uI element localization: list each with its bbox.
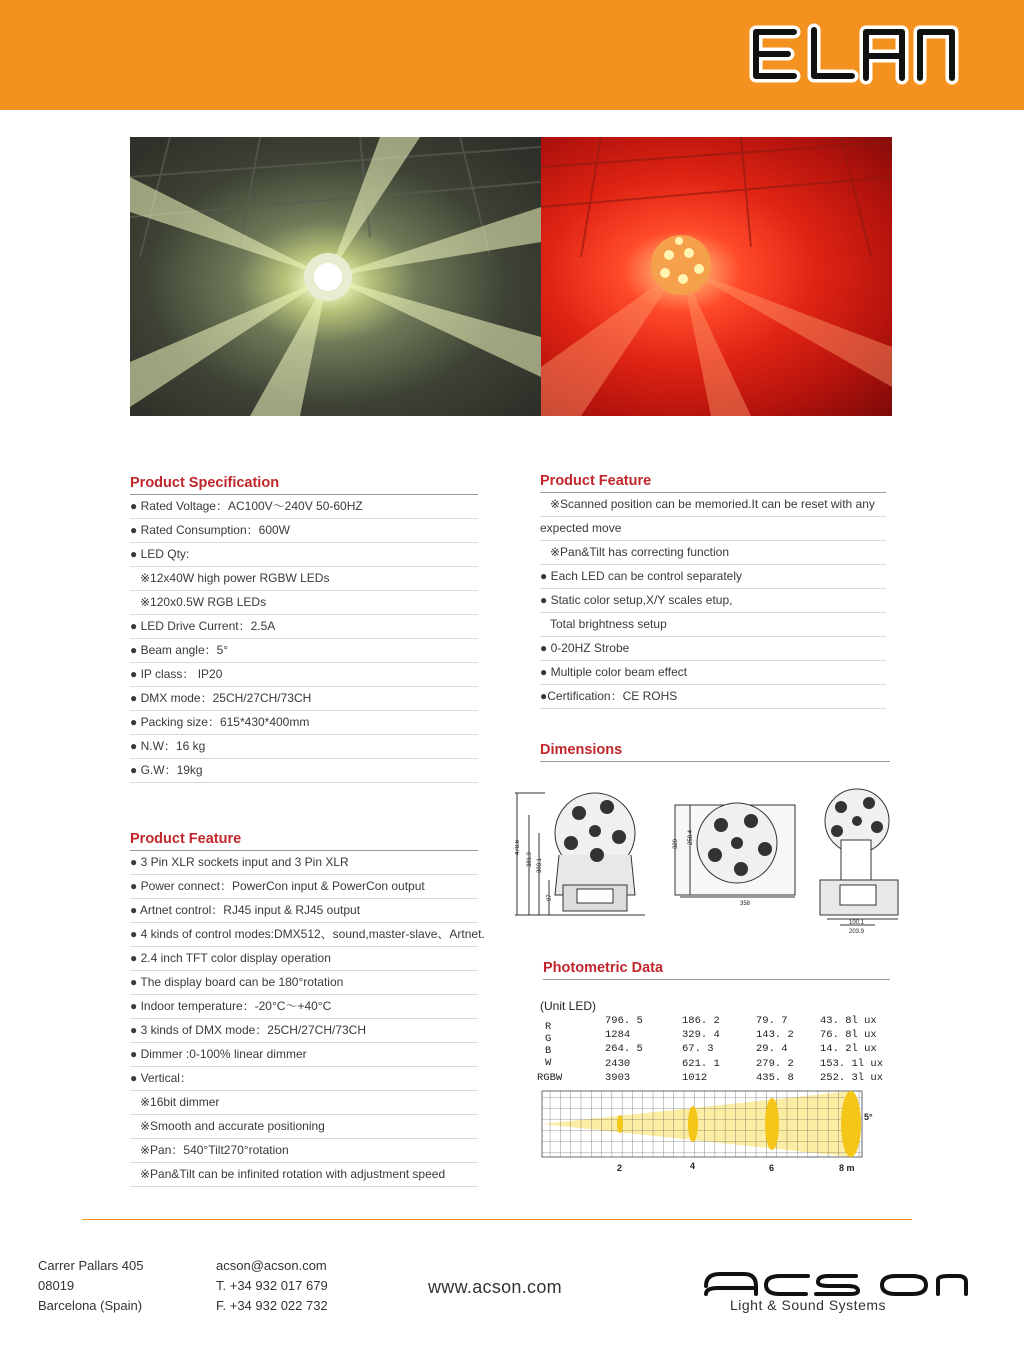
feature-left-title: Product Feature — [130, 831, 478, 851]
contact-phone: T. +34 932 017 679 — [216, 1278, 328, 1293]
spec-row: ● DMX mode：25CH/27CH/73CH — [130, 687, 478, 711]
feature-right-title: Product Feature — [540, 473, 886, 493]
photometric-row-label: G — [545, 1033, 552, 1045]
feature-right-list — [540, 493, 886, 709]
address-street: Carrer Pallars 405 — [38, 1258, 144, 1273]
feature-row: ● Each LED can be control separately — [540, 565, 886, 589]
feature-row: ※Smooth and accurate positioning — [130, 1115, 478, 1139]
photometric-unit: (Unit LED) — [540, 999, 597, 1013]
dimensions-title: Dimensions — [540, 742, 890, 762]
dim-label: 303.1 — [537, 857, 543, 873]
contact-fax: F. +34 932 022 732 — [216, 1298, 328, 1313]
feature-left-list — [130, 851, 485, 1187]
photometric-cell: 796. 5 — [605, 1015, 643, 1027]
footer-divider — [82, 1219, 912, 1220]
photometric-cell: 14. 2l ux — [820, 1043, 877, 1055]
photometric-cell: 67. 3 — [682, 1043, 714, 1055]
dim-label: 478.6 — [515, 839, 521, 855]
photometric-cell: 1012 — [682, 1072, 708, 1084]
footer-address — [38, 1256, 144, 1316]
header-bar — [0, 0, 1024, 110]
photometric-beam-diagram — [540, 1087, 885, 1175]
feature-row: ● 0-20HZ Strobe — [540, 637, 886, 661]
specification-title: Product Specification — [130, 475, 478, 495]
spec-row: ● N.W：16 kg — [130, 735, 478, 759]
spec-row: ● LED Qty: — [130, 543, 478, 567]
dim-label: 100.1 — [849, 920, 865, 926]
product-photo-red-beams — [541, 137, 892, 416]
feature-row: ● Vertical： — [130, 1067, 478, 1091]
feature-row: ● Multiple color beam effect — [540, 661, 886, 685]
spec-row: ● Rated Voltage：AC100V～240V 50-60HZ — [130, 495, 478, 519]
dim-label: 203.9 — [849, 929, 865, 935]
spec-row: ● G.W：19kg — [130, 759, 478, 783]
photometric-cell: 435. 8 — [756, 1072, 794, 1084]
beam-angle-label: 5° — [864, 1112, 873, 1122]
feature-row: ● 4 kinds of control modes:DMX512、sound,master-slave、Artnet. — [130, 923, 478, 947]
distance-label: 6 — [769, 1163, 775, 1173]
dim-label: 320 — [673, 838, 679, 849]
footer-contact — [216, 1256, 328, 1316]
feature-row: ● 3 kinds of DMX mode：25CH/27CH/73CH — [130, 1019, 478, 1043]
photometric-cell: 186. 2 — [682, 1015, 720, 1027]
photometric-cell: 153. 1l ux — [820, 1058, 884, 1070]
photometric-cell: 329. 4 — [682, 1029, 720, 1041]
photometric-cell: 279. 2 — [756, 1058, 794, 1070]
feature-row: Total brightness setup — [540, 613, 886, 637]
photometric-row-label: R — [545, 1021, 552, 1033]
photometric-cell: 621. 1 — [682, 1058, 720, 1070]
photometric-cell: 43. 8l ux — [820, 1015, 877, 1027]
feature-row: ※Pan：540°Tilt270°rotation — [130, 1139, 478, 1163]
photometric-table — [537, 1013, 890, 1084]
feature-row: ● 2.4 inch TFT color display operation — [130, 947, 478, 971]
feature-row: ● Indoor temperature：-20°C～+40°C — [130, 995, 478, 1019]
feature-row: ● Static color setup,X/Y scales etup, — [540, 589, 886, 613]
feature-row: ※16bit dimmer — [130, 1091, 478, 1115]
feature-row: ※Scanned position can be memoried.It can be reset with any — [540, 493, 886, 517]
dimensions-header — [540, 742, 890, 762]
product-feature-right-section — [540, 473, 886, 709]
photometric-row-label: W — [545, 1057, 552, 1069]
spec-row: ※12x40W high power RGBW LEDs — [130, 567, 478, 591]
photometric-cell: 29. 4 — [756, 1043, 788, 1055]
dim-label: 258.4 — [688, 829, 694, 845]
photometric-cell: 1284 — [605, 1029, 631, 1041]
elan-logo — [742, 22, 964, 86]
photometric-section — [537, 995, 890, 1175]
distance-label: 8 m — [839, 1163, 855, 1173]
feature-row: ● 3 Pin XLR sockets input and 3 Pin XLR — [130, 851, 478, 875]
feature-row: ● Artnet control：RJ45 input & RJ45 output — [130, 899, 478, 923]
feature-row: ● Power connect：PowerCon input & PowerCon output — [130, 875, 478, 899]
photometric-cell: 2430 — [605, 1058, 631, 1070]
spec-row: ● Beam angle：5° — [130, 639, 478, 663]
photometric-cell: 252. 3l ux — [820, 1072, 884, 1084]
distance-label: 2 — [617, 1163, 623, 1173]
photometric-cell: 79. 7 — [756, 1015, 788, 1027]
photometric-row-label: RGBW — [537, 1072, 563, 1084]
spec-list — [130, 495, 478, 783]
website-link[interactable]: www.acson.com — [428, 1277, 562, 1297]
dimensions-drawing — [515, 785, 905, 940]
contact-email[interactable]: acson@acson.com — [216, 1258, 327, 1273]
feature-row: ※Pan&Tilt can be infinited rotation with adjustment speed — [130, 1163, 478, 1187]
feature-row: expected move — [540, 517, 886, 541]
address-postcode: 08019 — [38, 1278, 75, 1293]
photometric-cell: 143. 2 — [756, 1029, 794, 1041]
spec-row: ● LED Drive Current：2.5A — [130, 615, 478, 639]
distance-label: 4 — [690, 1161, 696, 1171]
product-photo-white-beams — [130, 137, 541, 416]
spec-row: ● Rated Consumption：600W — [130, 519, 478, 543]
photometric-cell: 76. 8l ux — [820, 1029, 877, 1041]
photometric-cell: 264. 5 — [605, 1043, 643, 1055]
dim-label: 381.9 — [527, 851, 533, 867]
photometric-header — [543, 960, 890, 980]
feature-row: ※Pan&Tilt has correcting function — [540, 541, 886, 565]
feature-row: ● Dimmer :0-100% linear dimmer — [130, 1043, 478, 1067]
product-feature-left-section — [130, 831, 485, 1187]
feature-row: ● The display board can be 180°rotation — [130, 971, 478, 995]
feature-row: ●Certification：CE ROHS — [540, 685, 886, 709]
product-specification-section — [130, 475, 478, 783]
product-photos — [130, 137, 892, 416]
acson-tagline: Light & Sound Systems — [730, 1297, 887, 1313]
spec-row: ※120x0.5W RGB LEDs — [130, 591, 478, 615]
dim-label: 97 — [547, 894, 553, 901]
photometric-cell: 3903 — [605, 1072, 631, 1084]
photometric-title: Photometric Data — [543, 960, 890, 980]
spec-row: ● IP class： IP20 — [130, 663, 478, 687]
address-city: Barcelona (Spain) — [38, 1298, 143, 1313]
dim-label: 358 — [740, 901, 751, 907]
spec-row: ● Packing size：615*430*400mm — [130, 711, 478, 735]
photometric-row-label: B — [545, 1045, 552, 1057]
